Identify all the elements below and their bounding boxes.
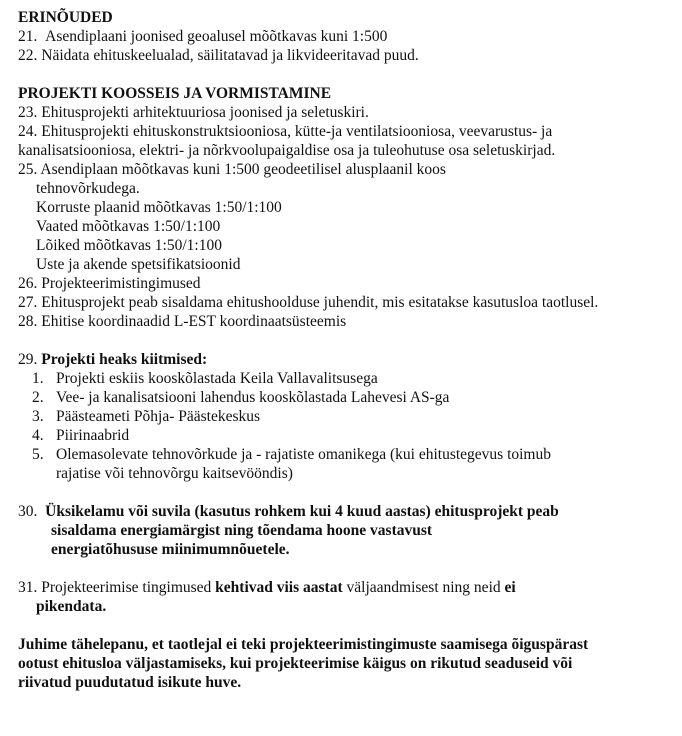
subitem-number: 3. xyxy=(32,408,44,425)
list-item-25-cont: tehnovõrkudega. xyxy=(36,180,140,197)
item-text: Üksikelamu või suvila (kasutus rohkem kui 4 kuud aastas) ehitusprojekt peab xyxy=(45,503,559,520)
notice-line: riivatud puudutatud isikute huve. xyxy=(18,674,242,691)
subitem-text: Vee- ja kanalisatsiooni lahendus kooskõlastada Lahevesi AS-ga xyxy=(56,389,450,406)
item-text: Ehitusprojekt peab sisaldama ehitushoolduse juhendit, mis esitatakse kasutusloa taotlusel. xyxy=(41,294,599,311)
item-text: Näidata ehituskeelualad, säilitatavad ja likvideeritavad puud. xyxy=(41,47,419,64)
document-page xyxy=(18,8,678,692)
item-number: 30. xyxy=(18,503,38,520)
subitem-number: 5. xyxy=(32,446,44,463)
list-item-24-cont: kanalisatsiooniosa, elektri- ja nõrkvoolupaigaldise osa ja tuleohutuse osa seletuskirjad. xyxy=(18,142,556,159)
list-item-31-cont: pikendata. xyxy=(36,598,107,615)
sublist-item-2 xyxy=(18,388,678,407)
sublist-item-1 xyxy=(18,369,678,388)
spacer xyxy=(18,65,678,84)
list-item-25 xyxy=(18,160,678,179)
sublist-item-5-cont: rajatise või tehnovõrgu kaitsevööndis) xyxy=(56,465,293,482)
section-heading-projekti-koosseis: PROJEKTI KOOSSEIS JA VORMISTAMINE xyxy=(18,85,332,102)
item-number: 21. xyxy=(18,28,38,45)
item-text: Ehitise koordinaadid L-EST koordinaatsüsteemis xyxy=(41,313,347,330)
list-item-30-cont: energiatõhususe miinimumnõuetele. xyxy=(51,541,290,558)
subitem-text: Piirinaabrid xyxy=(56,427,130,444)
item-text: Projekteerimistingimused xyxy=(41,275,201,292)
item-number: 28. xyxy=(18,313,38,330)
subitem-number: 2. xyxy=(32,389,44,406)
list-item-25-subline: Korruste plaanid mõõtkavas 1:50/1:100 xyxy=(36,199,282,216)
list-item-24 xyxy=(18,122,678,141)
item-text: Projekteerimise tingimused xyxy=(41,579,216,596)
section-heading-erinouded: ERINÕUDED xyxy=(18,9,113,26)
subitem-number: 1. xyxy=(32,370,44,387)
list-item-25-subline: Lõiked mõõtkavas 1:50/1:100 xyxy=(36,237,222,254)
spacer xyxy=(18,483,678,502)
list-item-30-cont: sisaldama energiamärgist ning tõendama hoone vastavust xyxy=(51,522,433,539)
item-text: Ehitusprojekti arhitektuuriosa joonised ja seletuskiri. xyxy=(41,104,369,121)
sublist-item-4 xyxy=(18,426,678,445)
item-text: väljaandmisest ning neid xyxy=(342,579,505,596)
notice-line: ootust ehitusloa väljastamiseks, kui projekteerimise käigus on rikutud seaduseid või xyxy=(18,655,573,672)
list-item-28 xyxy=(18,312,678,331)
subitem-text: Projekti eskiis kooskõlastada Keila Vallavalitsusega xyxy=(56,370,378,387)
list-item-30 xyxy=(18,502,678,521)
spacer xyxy=(18,331,678,350)
list-item-22 xyxy=(18,46,678,65)
item-number: 25. xyxy=(18,161,38,178)
sublist-item-3 xyxy=(18,407,678,426)
sublist-item-5 xyxy=(18,445,678,464)
item-number: 29. xyxy=(18,351,38,368)
item-text: Asendiplaan mõõtkavas kuni 1:500 geodeetilisel alusplaanil koos xyxy=(40,161,446,178)
list-item-29 xyxy=(18,350,678,369)
item-number: 27. xyxy=(18,294,38,311)
list-item-26 xyxy=(18,274,678,293)
notice-line: Juhime tähelepanu, et taotlejal ei teki projekteerimistingimuste saamisega õiguspärast xyxy=(18,636,589,653)
item-text: Asendiplaani joonised geoalusel mõõtkavas kuni 1:500 xyxy=(45,28,388,45)
item-number: 24. xyxy=(18,123,38,140)
list-item-27 xyxy=(18,293,678,312)
item-number: 23. xyxy=(18,104,38,121)
subitem-text: Päästeameti Põhja- Päästekeskus xyxy=(56,408,261,425)
item-number: 26. xyxy=(18,275,38,292)
item-text-bold: ei xyxy=(504,579,516,596)
subitem-text: Olemasolevate tehnovõrkude ja - rajatiste omanikega (kui ehitustegevus toimub xyxy=(56,446,551,463)
item-text: Ehitusprojekti ehituskonstruktsiooniosa, kütte-ja ventilatsiooniosa, veevarustus- ja xyxy=(41,123,553,140)
list-item-23 xyxy=(18,103,678,122)
list-item-21 xyxy=(18,27,678,46)
list-item-25-subline: Uste ja akende spetsifikatsioonid xyxy=(36,256,241,273)
item-text-bold: kehtivad viis aastat xyxy=(215,579,343,596)
item-number: 22. xyxy=(18,47,38,64)
subitem-number: 4. xyxy=(32,427,44,444)
list-item-25-subline: Vaated mõõtkavas 1:50/1:100 xyxy=(36,218,221,235)
spacer xyxy=(18,616,678,635)
spacer xyxy=(18,559,678,578)
list-item-31 xyxy=(18,578,678,597)
item-number: 31. xyxy=(18,579,38,596)
item-title: Projekti heaks kiitmised: xyxy=(41,351,208,368)
